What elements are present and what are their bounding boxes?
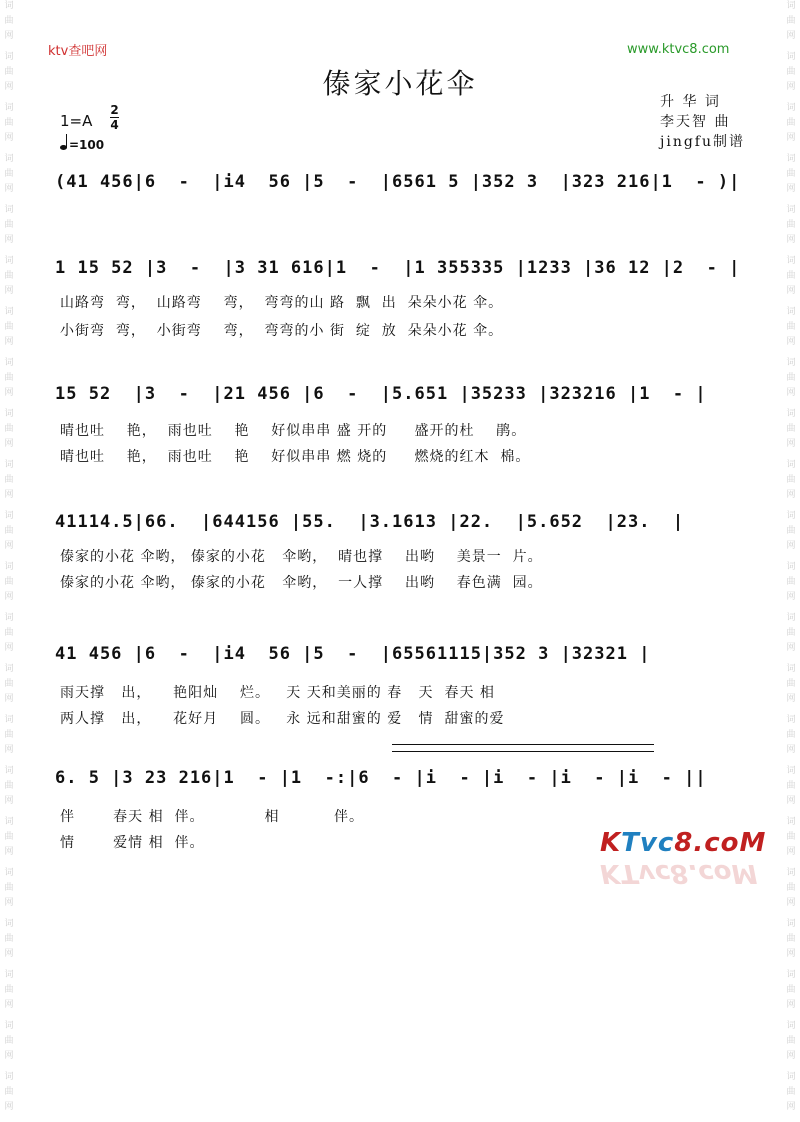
- watermark-char: 词: [4, 103, 14, 113]
- watermark-char: 词: [4, 154, 14, 164]
- watermark-char: 网: [786, 133, 796, 143]
- watermark-char: 词: [786, 511, 796, 521]
- watermark-char: 网: [4, 898, 14, 908]
- watermark-char: 曲: [4, 1036, 14, 1046]
- credits: [660, 92, 745, 152]
- lyric-verse-1: 山路弯 弯， 山路弯 弯， 弯弯的山 路 飘 出 朵朵小花 伞。: [60, 295, 504, 311]
- watermark-char: 曲: [786, 322, 796, 332]
- ktvc8-logo-reflection: KTvc8.coM: [600, 858, 758, 888]
- watermark-char: 词: [4, 205, 14, 215]
- watermark-char: 曲: [4, 985, 14, 995]
- watermark-char: 曲: [786, 271, 796, 281]
- tempo-marking: [60, 138, 104, 152]
- notation-line: 41 456 |6 - |i4 56 |5 - |65561115|352 3 |32321 |: [55, 644, 651, 664]
- watermark-char: 网: [786, 1000, 796, 1010]
- watermark-char: 曲: [4, 628, 14, 638]
- watermark-char: 词: [4, 970, 14, 980]
- watermark-char: 网: [4, 592, 14, 602]
- watermark-char: 曲: [786, 628, 796, 638]
- watermark-char: 曲: [4, 220, 14, 230]
- watermark-char: 网: [786, 1102, 796, 1112]
- watermark-char: 网: [786, 235, 796, 245]
- watermark-char: 词: [786, 613, 796, 623]
- watermark-char: 词: [4, 766, 14, 776]
- side-watermark-left: [2, 0, 16, 1122]
- watermark-char: 曲: [4, 67, 14, 77]
- watermark-char: 词: [4, 1, 14, 11]
- watermark-char: 网: [4, 745, 14, 755]
- watermark-char: 词: [786, 1, 796, 11]
- lyric-verse-1: 傣家的小花 伞哟， 傣家的小花 伞哟， 晴也撑 出哟 美景一 片。: [60, 549, 543, 565]
- lyric-verse-2: 两人撑 出， 花好月 圆。 永 远和甜蜜的 爱 情 甜蜜的爱: [60, 711, 505, 727]
- song-title: 傣家小花伞: [322, 67, 478, 100]
- watermark-char: 网: [4, 847, 14, 857]
- side-watermark-right: [784, 0, 798, 1122]
- watermark-char: 曲: [4, 730, 14, 740]
- watermark-char: 词: [786, 1072, 796, 1082]
- watermark-char: 词: [786, 919, 796, 929]
- watermark-char: 词: [786, 460, 796, 470]
- watermark-char: 曲: [786, 424, 796, 434]
- watermark-char: 曲: [4, 16, 14, 26]
- watermark-char: 曲: [4, 475, 14, 485]
- watermark-char: 曲: [4, 781, 14, 791]
- watermark-char: 网: [4, 1051, 14, 1061]
- watermark-char: 曲: [4, 679, 14, 689]
- watermark-char: 词: [4, 460, 14, 470]
- watermark-char: 网: [4, 949, 14, 959]
- watermark-char: 词: [4, 409, 14, 419]
- site-name-left[interactable]: ktv查吧网: [48, 44, 108, 59]
- watermark-char: 词: [786, 256, 796, 266]
- watermark-char: 网: [4, 184, 14, 194]
- watermark-char: 网: [4, 796, 14, 806]
- watermark-char: 曲: [786, 985, 796, 995]
- watermark-char: 网: [786, 490, 796, 500]
- lyric-verse-1: 晴也吐 艳， 雨也吐 艳 好似串串 盛 开的 盛开的杜 鹃。: [60, 423, 527, 439]
- watermark-char: 词: [4, 817, 14, 827]
- watermark-char: 网: [786, 184, 796, 194]
- watermark-char: 网: [786, 439, 796, 449]
- watermark-char: 网: [786, 286, 796, 296]
- notation-line: 41114.5|66. |644156 |55. |3.1613 |22. |5.652 |23. |: [55, 512, 685, 532]
- watermark-char: 词: [786, 562, 796, 572]
- site-url-right[interactable]: www.ktvc8.com: [627, 42, 730, 57]
- lyric-verse-2: 小街弯 弯， 小街弯 弯， 弯弯的小 街 绽 放 朵朵小花 伞。: [60, 323, 504, 339]
- watermark-char: 词: [4, 1072, 14, 1082]
- watermark-char: 曲: [786, 16, 796, 26]
- watermark-char: 网: [786, 796, 796, 806]
- watermark-char: 曲: [786, 577, 796, 587]
- watermark-char: 曲: [4, 1087, 14, 1097]
- tempo-value: =100: [69, 138, 105, 152]
- watermark-char: 网: [4, 286, 14, 296]
- watermark-char: 网: [786, 592, 796, 602]
- watermark-char: 词: [786, 205, 796, 215]
- watermark-char: 词: [786, 664, 796, 674]
- watermark-char: 曲: [786, 220, 796, 230]
- watermark-char: 词: [786, 970, 796, 980]
- watermark-char: 曲: [4, 271, 14, 281]
- watermark-char: 网: [4, 388, 14, 398]
- watermark-char: 词: [786, 766, 796, 776]
- watermark-char: 曲: [786, 1036, 796, 1046]
- watermark-char: 网: [786, 643, 796, 653]
- notation-line: 1 15 52 |3 - |3 31 616|1 - |1 355335 |1233 |36 12 |2 - |: [55, 258, 741, 278]
- watermark-char: 词: [786, 358, 796, 368]
- watermark-char: 网: [4, 1102, 14, 1112]
- watermark-char: 曲: [4, 118, 14, 128]
- watermark-char: 词: [4, 664, 14, 674]
- watermark-char: 网: [4, 439, 14, 449]
- watermark-char: 网: [4, 643, 14, 653]
- watermark-char: 曲: [4, 373, 14, 383]
- watermark-char: 词: [4, 307, 14, 317]
- watermark-char: 网: [4, 1000, 14, 1010]
- watermark-char: 网: [786, 1051, 796, 1061]
- watermark-char: 网: [4, 133, 14, 143]
- watermark-char: 曲: [4, 832, 14, 842]
- watermark-char: 词: [4, 919, 14, 929]
- typesetter-credit: jingfu制谱: [660, 134, 745, 150]
- watermark-char: 曲: [786, 883, 796, 893]
- lyric-verse-2: 情 爱情 相 伴。: [60, 835, 205, 851]
- watermark-char: 曲: [4, 322, 14, 332]
- watermark-char: 词: [4, 868, 14, 878]
- time-sig-top: 2: [110, 103, 119, 117]
- watermark-char: 词: [786, 52, 796, 62]
- watermark-char: 网: [4, 694, 14, 704]
- watermark-char: 词: [786, 868, 796, 878]
- lyricist-credit: 升 华 词: [660, 94, 721, 110]
- watermark-char: 曲: [4, 526, 14, 536]
- watermark-char: 词: [786, 1021, 796, 1031]
- composer-credit: 李天智 曲: [660, 114, 731, 130]
- watermark-char: 网: [786, 388, 796, 398]
- watermark-char: 词: [4, 358, 14, 368]
- watermark-char: 曲: [4, 577, 14, 587]
- watermark-char: 曲: [786, 67, 796, 77]
- watermark-char: 曲: [786, 373, 796, 383]
- watermark-char: 曲: [786, 730, 796, 740]
- watermark-char: 曲: [4, 424, 14, 434]
- watermark-char: 词: [786, 817, 796, 827]
- watermark-char: 网: [786, 82, 796, 92]
- watermark-char: 网: [786, 31, 796, 41]
- watermark-char: 词: [4, 613, 14, 623]
- lyric-verse-2: 傣家的小花 伞哟， 傣家的小花 伞哟， 一人撑 出哟 春色满 园。: [60, 575, 543, 591]
- watermark-char: 曲: [4, 169, 14, 179]
- lyric-verse-1: 伴 春天 相 伴。 相 伴。: [60, 809, 364, 825]
- watermark-char: 网: [4, 490, 14, 500]
- watermark-char: 网: [4, 235, 14, 245]
- watermark-char: 词: [4, 256, 14, 266]
- watermark-char: 曲: [786, 934, 796, 944]
- watermark-char: 网: [786, 949, 796, 959]
- time-signature: [110, 104, 119, 131]
- watermark-char: 词: [4, 1021, 14, 1031]
- watermark-char: 曲: [786, 781, 796, 791]
- watermark-char: 词: [786, 715, 796, 725]
- watermark-char: 网: [4, 541, 14, 551]
- key-signature: 1=A: [60, 112, 93, 130]
- watermark-char: 曲: [4, 883, 14, 893]
- watermark-char: 网: [786, 541, 796, 551]
- watermark-char: 词: [4, 52, 14, 62]
- watermark-char: 词: [786, 103, 796, 113]
- watermark-char: 词: [4, 511, 14, 521]
- watermark-char: 网: [4, 82, 14, 92]
- time-sig-bottom: 4: [110, 118, 119, 132]
- watermark-char: 词: [4, 715, 14, 725]
- watermark-char: 曲: [786, 679, 796, 689]
- watermark-char: 网: [786, 337, 796, 347]
- watermark-char: 词: [4, 562, 14, 572]
- watermark-char: 词: [786, 409, 796, 419]
- watermark-char: 曲: [4, 934, 14, 944]
- watermark-char: 网: [4, 337, 14, 347]
- ktvc8-logo: KTvc8.coM: [600, 828, 767, 858]
- notation-line: (41 456|6 - |i4 56 |5 - |6561 5 |352 3 |323 216|1 - )|: [55, 172, 741, 192]
- watermark-char: 曲: [786, 118, 796, 128]
- lyric-verse-1: 雨天撑 出， 艳阳灿 烂。 天 天和美丽的 春 天 春天 相: [60, 685, 495, 701]
- watermark-char: 网: [4, 31, 14, 41]
- watermark-char: 网: [786, 898, 796, 908]
- watermark-char: 词: [786, 307, 796, 317]
- watermark-char: 网: [786, 847, 796, 857]
- notation-line: 15 52 |3 - |21 456 |6 - |5.651 |35233 |323216 |1 - |: [55, 384, 707, 404]
- watermark-char: 网: [786, 745, 796, 755]
- watermark-char: 网: [786, 694, 796, 704]
- watermark-char: 曲: [786, 169, 796, 179]
- watermark-char: 词: [786, 154, 796, 164]
- notation-line: 6. 5 |3 23 216|1 - |1 -:|6 - |i - |i - |i - |i - ||: [55, 768, 707, 788]
- watermark-char: 曲: [786, 832, 796, 842]
- lyric-verse-2: 晴也吐 艳， 雨也吐 艳 好似串串 燃 烧的 燃烧的红木 棉。: [60, 449, 531, 465]
- watermark-char: 曲: [786, 526, 796, 536]
- quarter-note-icon: [60, 145, 67, 150]
- watermark-char: 曲: [786, 475, 796, 485]
- watermark-char: 曲: [786, 1087, 796, 1097]
- ending-bracket: [392, 744, 654, 752]
